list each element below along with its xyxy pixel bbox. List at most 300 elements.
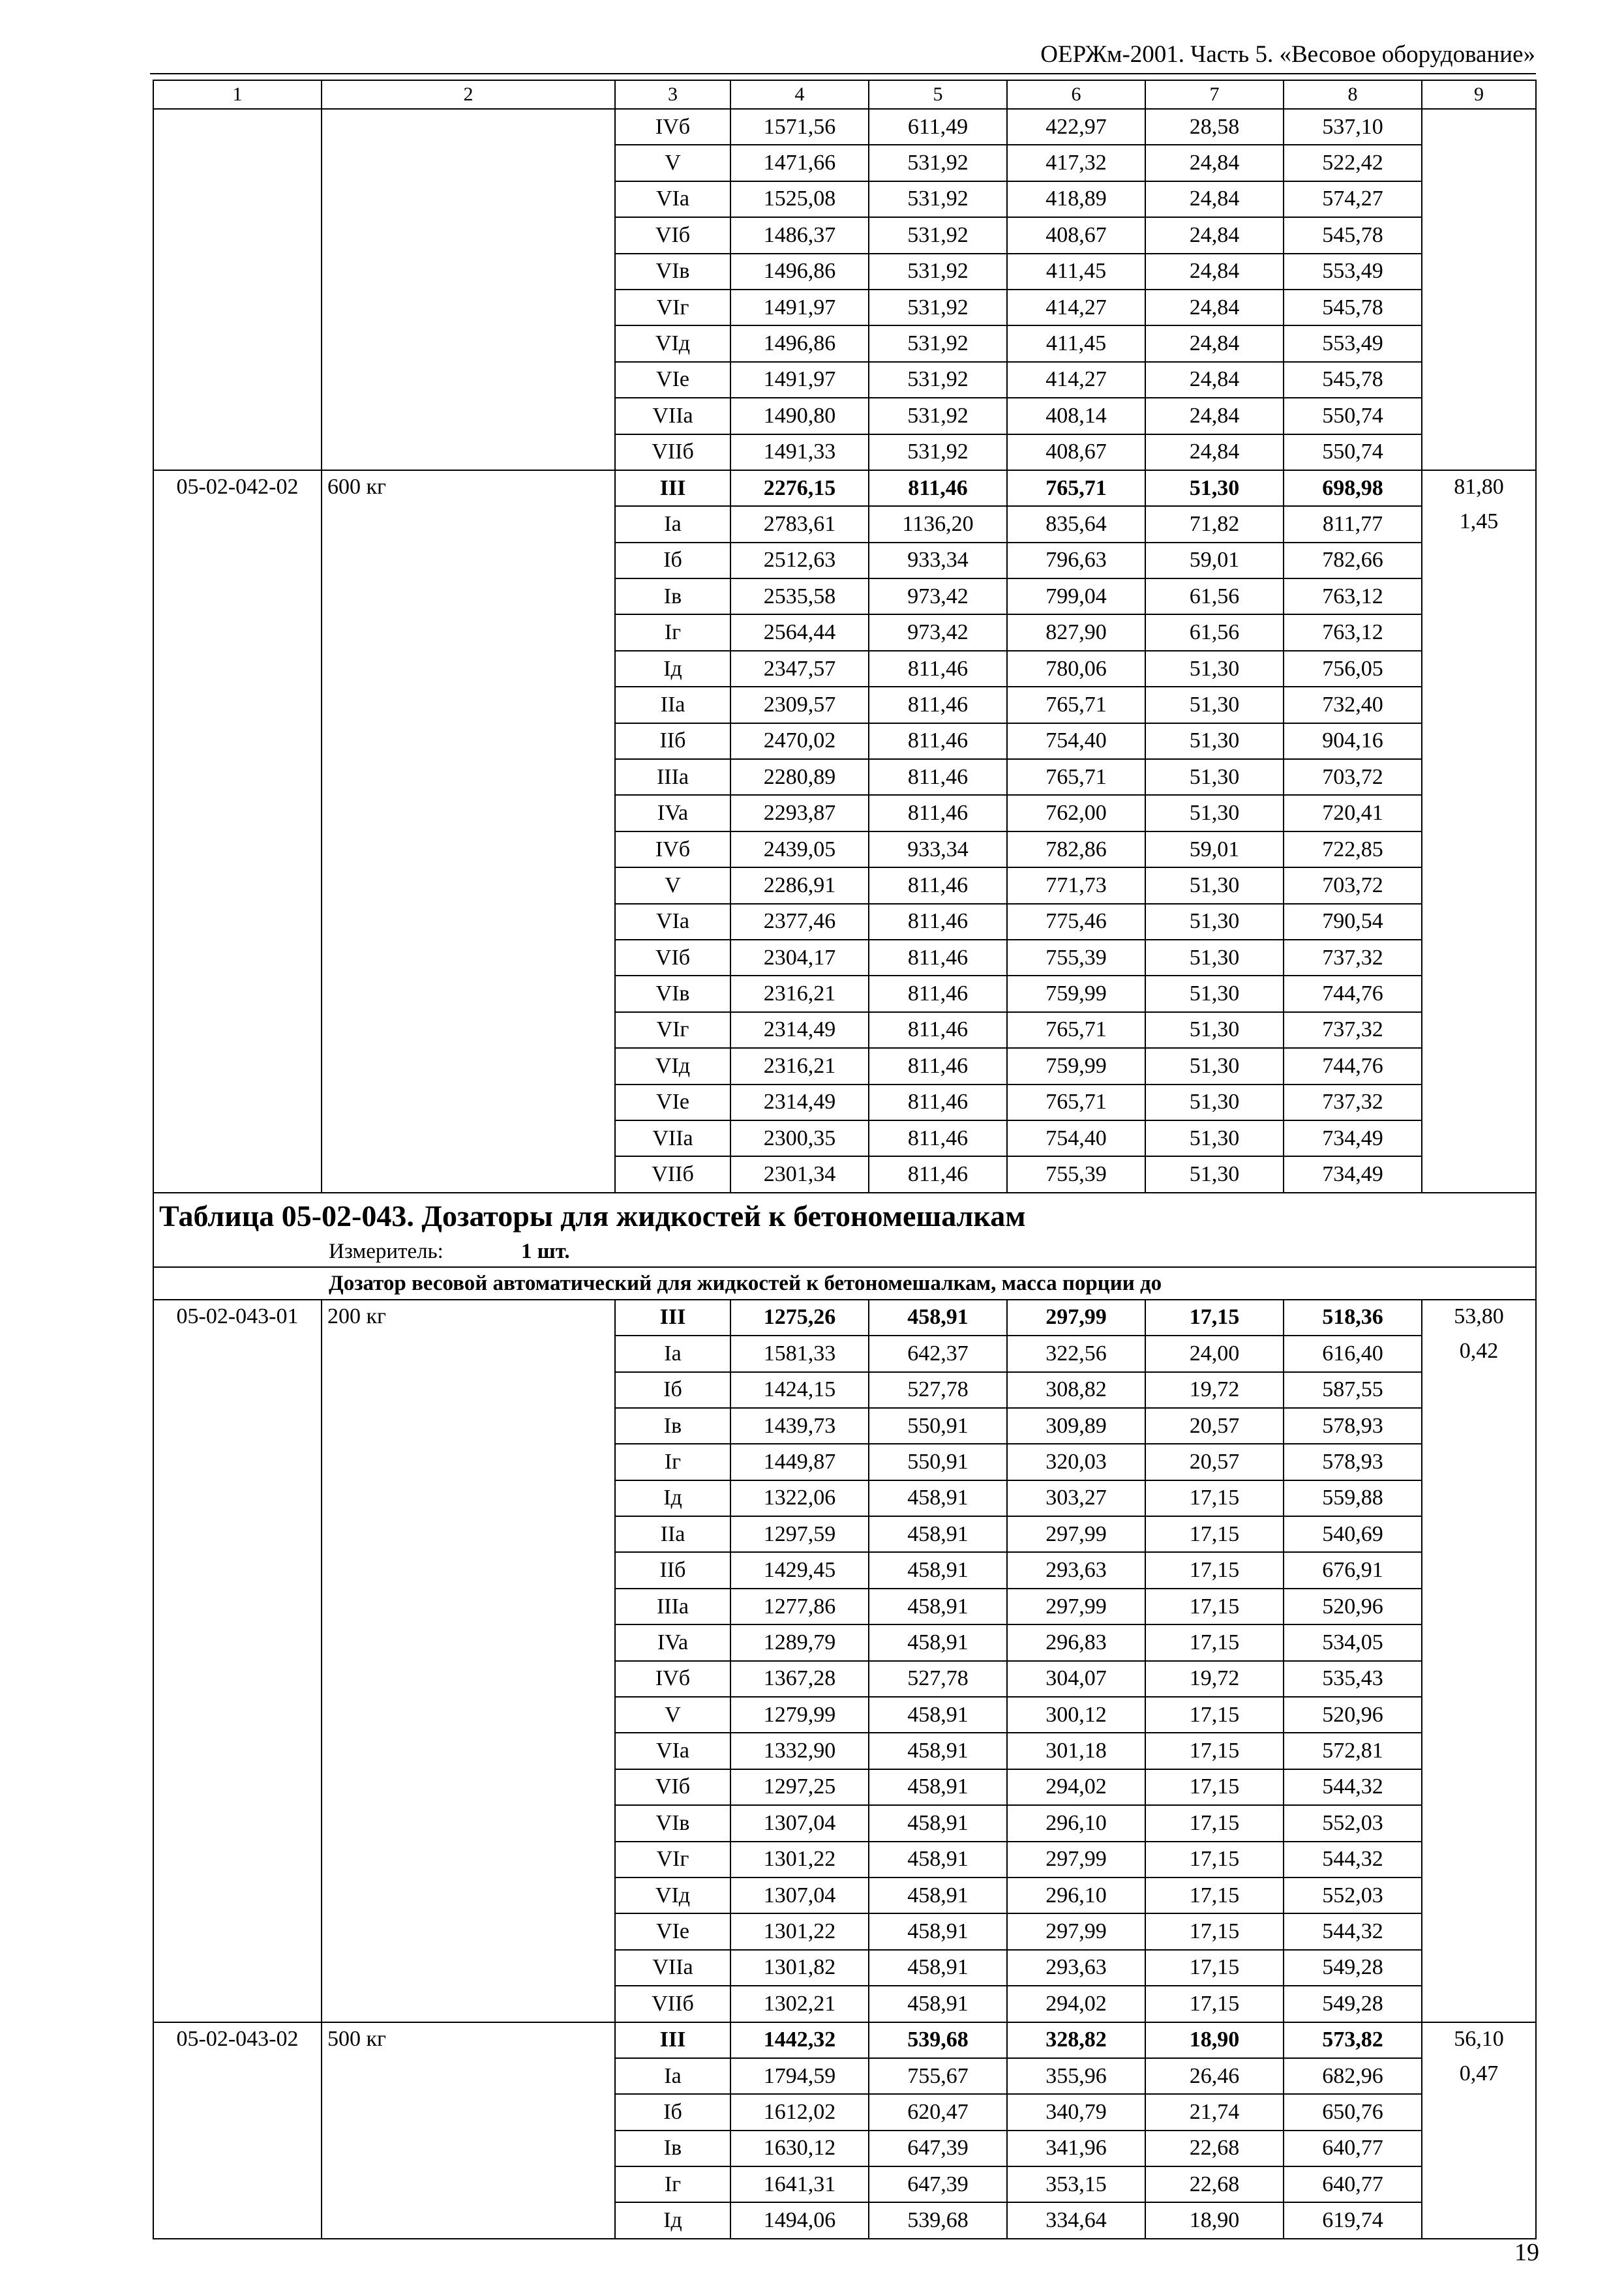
value-cell: 297,99 (1007, 1913, 1145, 1949)
zone-cell: VIб (615, 940, 730, 976)
zone-cell: VIIa (615, 1120, 730, 1156)
value-cell: 587,55 (1284, 1372, 1422, 1408)
price-table (153, 80, 1537, 2239)
value-cell: 545,78 (1284, 217, 1422, 253)
value-cell: 414,27 (1007, 290, 1145, 325)
value-cell: 297,99 (1007, 1842, 1145, 1878)
value-cell: 28,58 (1145, 109, 1284, 145)
value-cell: 2535,58 (730, 578, 869, 614)
zone-cell: VIд (615, 1878, 730, 1913)
value-cell: 734,49 (1284, 1156, 1422, 1192)
value-cell: 2304,17 (730, 940, 869, 976)
column-number: 2 (322, 80, 615, 109)
value-cell: 19,72 (1145, 1661, 1284, 1697)
value-cell: 1279,99 (730, 1697, 869, 1733)
table-row (153, 470, 1536, 506)
value-cell: 775,46 (1007, 904, 1145, 940)
zone-cell: IVa (615, 1624, 730, 1660)
table-row (153, 1300, 1536, 1336)
value-cell: 527,78 (869, 1661, 1007, 1697)
value-cell: 2286,91 (730, 867, 869, 903)
value-cell: 2280,89 (730, 759, 869, 795)
zone-cell: VIв (615, 254, 730, 290)
value-cell: 51,30 (1145, 940, 1284, 976)
value-cell: 763,12 (1284, 614, 1422, 650)
value-cell: 296,10 (1007, 1805, 1145, 1841)
zone-cell: VIг (615, 1842, 730, 1878)
value-cell: 1641,31 (730, 2166, 869, 2202)
value-cell: 458,91 (869, 1805, 1007, 1841)
column-number: 8 (1284, 80, 1422, 109)
zone-cell: VIв (615, 1805, 730, 1841)
value-cell: 2347,57 (730, 651, 869, 687)
zone-cell: VIIa (615, 1950, 730, 1986)
zone-cell: VIe (615, 1913, 730, 1949)
value-cell: 17,15 (1145, 1986, 1284, 2022)
value-cell: 411,45 (1007, 325, 1145, 361)
value-cell: 1525,08 (730, 181, 869, 217)
value-cell: 1630,12 (730, 2131, 869, 2166)
measure-line (159, 1238, 1535, 1265)
value-cell: 619,74 (1284, 2202, 1422, 2238)
resource-name: 600 кг (322, 470, 615, 1193)
zone-cell: IVa (615, 795, 730, 831)
value-cell: 1297,25 (730, 1769, 869, 1805)
value-cell: 531,92 (869, 145, 1007, 181)
column-number: 3 (615, 80, 730, 109)
value-cell: 811,46 (869, 904, 1007, 940)
zone-cell: Iв (615, 1408, 730, 1444)
value-cell: 703,72 (1284, 759, 1422, 795)
value-cell: 51,30 (1145, 1048, 1284, 1084)
value-cell: 522,42 (1284, 145, 1422, 181)
value-cell: 531,92 (869, 181, 1007, 217)
value-cell: 17,15 (1145, 1516, 1284, 1552)
value-cell: 334,64 (1007, 2202, 1145, 2238)
value-cell: 737,32 (1284, 1012, 1422, 1048)
value-cell: 19,72 (1145, 1372, 1284, 1408)
value-cell: 71,82 (1145, 506, 1284, 542)
header-rule (150, 73, 1536, 74)
value-cell: 549,28 (1284, 1950, 1422, 1986)
value-cell: 578,93 (1284, 1444, 1422, 1480)
value-cell: 24,84 (1145, 325, 1284, 361)
value-cell: 1297,59 (730, 1516, 869, 1552)
value-cell: 353,15 (1007, 2166, 1145, 2202)
zone-cell: Iб (615, 1372, 730, 1408)
value-cell: 811,77 (1284, 506, 1422, 542)
zone-cell: VIa (615, 1733, 730, 1769)
value-cell: 2314,49 (730, 1085, 869, 1120)
value-cell: 549,28 (1284, 1986, 1422, 2022)
zone-cell: IIIa (615, 759, 730, 795)
value-cell: 2377,46 (730, 904, 869, 940)
value-cell: 540,69 (1284, 1516, 1422, 1552)
value-cell: 17,15 (1145, 1950, 1284, 1986)
zone-cell: VIIб (615, 434, 730, 470)
value-cell: 1612,02 (730, 2094, 869, 2130)
value-cell: 458,91 (869, 1300, 1007, 1336)
value-cell: 293,63 (1007, 1950, 1145, 1986)
zone-cell: Ia (615, 2058, 730, 2094)
zone-cell: Iб (615, 2094, 730, 2130)
resource-name: 500 кг (322, 2022, 615, 2239)
zone-cell: Iг (615, 614, 730, 650)
value-cell: 620,47 (869, 2094, 1007, 2130)
value-cell: 61,56 (1145, 614, 1284, 650)
value-cell: 51,30 (1145, 904, 1284, 940)
measure-value: 1 шт. (521, 1239, 570, 1263)
value-cell: 294,02 (1007, 1986, 1145, 2022)
value-cell: 1494,06 (730, 2202, 869, 2238)
value-cell: 59,01 (1145, 543, 1284, 578)
value-cell: 308,82 (1007, 1372, 1145, 1408)
value-cell: 933,34 (869, 831, 1007, 867)
value-cell: 51,30 (1145, 795, 1284, 831)
value-cell: 297,99 (1007, 1300, 1145, 1336)
value-cell: 1571,56 (730, 109, 869, 145)
value-cell: 1491,97 (730, 362, 869, 398)
zone-cell: VIIa (615, 398, 730, 434)
zone-cell: VIг (615, 1012, 730, 1048)
zone-cell: Iг (615, 1444, 730, 1480)
value-cell: 754,40 (1007, 1120, 1145, 1156)
value-cell: 2783,61 (730, 506, 869, 542)
resource-code: 05-02-042-02 (153, 470, 322, 1193)
value-cell: 765,71 (1007, 1085, 1145, 1120)
column-number: 4 (730, 80, 869, 109)
value-cell: 650,76 (1284, 2094, 1422, 2130)
zone-cell: IVб (615, 1661, 730, 1697)
value-cell: 418,89 (1007, 181, 1145, 217)
value-cell: 1275,26 (730, 1300, 869, 1336)
value-cell: 2470,02 (730, 723, 869, 759)
value-cell: 2276,15 (730, 470, 869, 506)
zone-cell: III (615, 470, 730, 506)
value-cell: 754,40 (1007, 723, 1145, 759)
value-cell: 782,86 (1007, 831, 1145, 867)
zone-cell: VIIб (615, 1986, 730, 2022)
value-cell: 320,03 (1007, 1444, 1145, 1480)
zone-cell: Iб (615, 543, 730, 578)
value-cell: 17,15 (1145, 1697, 1284, 1733)
value-cell: 1301,22 (730, 1913, 869, 1949)
value-cell: 534,05 (1284, 1624, 1422, 1660)
value-cell: 1442,32 (730, 2022, 869, 2058)
value-cell: 732,40 (1284, 687, 1422, 723)
value-cell: 1322,06 (730, 1480, 869, 1516)
value-cell: 531,92 (869, 254, 1007, 290)
zone-cell: VIe (615, 362, 730, 398)
value-cell: 51,30 (1145, 651, 1284, 687)
value-cell: 647,39 (869, 2166, 1007, 2202)
value-cell: 811,46 (869, 795, 1007, 831)
value-cell: 811,46 (869, 1085, 1007, 1120)
value-cell: 640,77 (1284, 2166, 1422, 2202)
value-cell: 1449,87 (730, 1444, 869, 1480)
value-cell: 973,42 (869, 578, 1007, 614)
value-cell: 24,84 (1145, 398, 1284, 434)
value-cell: 458,91 (869, 1480, 1007, 1516)
value-cell: 458,91 (869, 1733, 1007, 1769)
value-cell: 21,74 (1145, 2094, 1284, 2130)
value-cell: 1486,37 (730, 217, 869, 253)
zone-cell: Ia (615, 506, 730, 542)
value-cell: 2564,44 (730, 614, 869, 650)
column-9-cell (1422, 470, 1536, 1193)
zone-cell: Iд (615, 1480, 730, 1516)
value-cell: 51,30 (1145, 687, 1284, 723)
table-title: Таблица 05-02-043. Дозаторы для жидкостей к бетономешалкам (159, 1199, 1026, 1233)
zone-cell: IVб (615, 109, 730, 145)
value-cell: 17,15 (1145, 1913, 1284, 1949)
value-cell: 1332,90 (730, 1733, 869, 1769)
zone-cell: IIб (615, 1552, 730, 1588)
value-cell: 24,84 (1145, 434, 1284, 470)
value-cell: 17,15 (1145, 1589, 1284, 1624)
value-cell: 811,46 (869, 687, 1007, 723)
value-cell: 24,84 (1145, 362, 1284, 398)
value-cell: 790,54 (1284, 904, 1422, 940)
value-cell: 647,39 (869, 2131, 1007, 2166)
value-cell: 973,42 (869, 614, 1007, 650)
value-cell: 1429,45 (730, 1552, 869, 1588)
value-cell: 1136,20 (869, 506, 1007, 542)
value-cell: 720,41 (1284, 795, 1422, 831)
value-cell: 531,92 (869, 325, 1007, 361)
value-cell: 1581,33 (730, 1336, 869, 1371)
value-cell: 573,82 (1284, 2022, 1422, 2058)
value-cell: 550,74 (1284, 434, 1422, 470)
value-cell: 414,27 (1007, 362, 1145, 398)
value-cell: 904,16 (1284, 723, 1422, 759)
value-cell: 1491,97 (730, 290, 869, 325)
value-cell: 301,18 (1007, 1733, 1145, 1769)
value-cell: 458,91 (869, 1697, 1007, 1733)
value-cell: 17,15 (1145, 1769, 1284, 1805)
value-cell: 2439,05 (730, 831, 869, 867)
value-cell: 17,15 (1145, 1624, 1284, 1660)
value-cell: 811,46 (869, 1156, 1007, 1192)
table-description-row (153, 1267, 1536, 1300)
value-cell: 539,68 (869, 2202, 1007, 2238)
value-cell: 458,91 (869, 1769, 1007, 1805)
value-cell: 20,57 (1145, 1408, 1284, 1444)
value-cell: 811,46 (869, 1048, 1007, 1084)
value-cell: 17,15 (1145, 1878, 1284, 1913)
value-cell: 328,82 (1007, 2022, 1145, 2058)
value-cell: 811,46 (869, 1120, 1007, 1156)
value-cell: 18,90 (1145, 2202, 1284, 2238)
zone-cell: Iв (615, 2131, 730, 2166)
value-cell: 1289,79 (730, 1624, 869, 1660)
zone-cell: VIa (615, 904, 730, 940)
value-cell: 293,63 (1007, 1552, 1145, 1588)
value-cell: 734,49 (1284, 1120, 1422, 1156)
value-cell: 1794,59 (730, 2058, 869, 2094)
column-9-value: 0,42 (1459, 1339, 1499, 1364)
value-cell: 24,84 (1145, 217, 1284, 253)
value-cell: 759,99 (1007, 1048, 1145, 1084)
zone-cell: VIa (615, 181, 730, 217)
value-cell: 827,90 (1007, 614, 1145, 650)
column-9-value: 53,80 (1454, 1304, 1504, 1328)
value-cell: 2301,34 (730, 1156, 869, 1192)
column-9-cell (1422, 2022, 1536, 2239)
value-cell: 520,96 (1284, 1589, 1422, 1624)
value-cell: 303,27 (1007, 1480, 1145, 1516)
value-cell: 550,91 (869, 1444, 1007, 1480)
running-header: ОЕРЖм-2001. Часть 5. «Весовое оборудование» (1040, 41, 1535, 68)
value-cell: 811,46 (869, 940, 1007, 976)
value-cell: 763,12 (1284, 578, 1422, 614)
value-cell: 799,04 (1007, 578, 1145, 614)
zone-cell: Ia (615, 1336, 730, 1371)
value-cell: 458,91 (869, 1589, 1007, 1624)
value-cell: 51,30 (1145, 759, 1284, 795)
column-number: 9 (1422, 80, 1536, 109)
value-cell: 756,05 (1284, 651, 1422, 687)
value-cell: 550,74 (1284, 398, 1422, 434)
value-cell: 408,67 (1007, 434, 1145, 470)
zone-cell: VIe (615, 1085, 730, 1120)
column-9-value: 81,80 (1454, 474, 1504, 499)
value-cell: 408,67 (1007, 217, 1145, 253)
value-cell: 1496,86 (730, 325, 869, 361)
value-cell: 17,15 (1145, 1552, 1284, 1588)
value-cell: 544,32 (1284, 1769, 1422, 1805)
value-cell: 2316,21 (730, 1048, 869, 1084)
column-number: 5 (869, 80, 1007, 109)
value-cell: 51,30 (1145, 1085, 1284, 1120)
value-cell: 24,84 (1145, 181, 1284, 217)
value-cell: 458,91 (869, 1624, 1007, 1660)
value-cell: 1367,28 (730, 1661, 869, 1697)
value-cell: 51,30 (1145, 723, 1284, 759)
value-cell: 1307,04 (730, 1878, 869, 1913)
value-cell: 1301,22 (730, 1842, 869, 1878)
value-cell: 811,46 (869, 723, 1007, 759)
zone-cell: V (615, 145, 730, 181)
value-cell: 458,91 (869, 1552, 1007, 1588)
zone-cell: IIa (615, 1516, 730, 1552)
value-cell: 611,49 (869, 109, 1007, 145)
value-cell: 22,68 (1145, 2131, 1284, 2166)
value-cell: 531,92 (869, 398, 1007, 434)
value-cell: 51,30 (1145, 976, 1284, 1011)
value-cell: 518,36 (1284, 1300, 1422, 1336)
value-cell: 531,92 (869, 217, 1007, 253)
value-cell: 422,97 (1007, 109, 1145, 145)
value-cell: 51,30 (1145, 1012, 1284, 1048)
value-cell: 811,46 (869, 1012, 1007, 1048)
value-cell: 537,10 (1284, 109, 1422, 145)
value-cell: 535,43 (1284, 1661, 1422, 1697)
value-cell: 59,01 (1145, 831, 1284, 867)
value-cell: 765,71 (1007, 687, 1145, 723)
value-cell: 1491,33 (730, 434, 869, 470)
measure-label: Измеритель: (329, 1239, 444, 1263)
value-cell: 355,96 (1007, 2058, 1145, 2094)
value-cell: 811,46 (869, 759, 1007, 795)
value-cell: 544,32 (1284, 1913, 1422, 1949)
value-cell: 1302,21 (730, 1986, 869, 2022)
value-cell: 811,46 (869, 867, 1007, 903)
value-cell: 539,68 (869, 2022, 1007, 2058)
value-cell: 744,76 (1284, 1048, 1422, 1084)
value-cell: 642,37 (869, 1336, 1007, 1371)
value-cell: 458,91 (869, 1913, 1007, 1949)
value-cell: 759,99 (1007, 976, 1145, 1011)
value-cell: 771,73 (1007, 867, 1145, 903)
value-cell: 408,14 (1007, 398, 1145, 434)
value-cell: 24,00 (1145, 1336, 1284, 1371)
value-cell: 2300,35 (730, 1120, 869, 1156)
value-cell: 835,64 (1007, 506, 1145, 542)
value-cell: 755,67 (869, 2058, 1007, 2094)
value-cell: 765,71 (1007, 759, 1145, 795)
value-cell: 933,34 (869, 543, 1007, 578)
value-cell: 294,02 (1007, 1769, 1145, 1805)
zone-cell: Iд (615, 651, 730, 687)
zone-cell: Iг (615, 2166, 730, 2202)
table-description: Дозатор весовой автоматический для жидкостей к бетономешалкам, масса порции до (329, 1271, 1162, 1295)
value-cell: 51,30 (1145, 1156, 1284, 1192)
value-cell: 24,84 (1145, 145, 1284, 181)
value-cell: 304,07 (1007, 1661, 1145, 1697)
value-cell: 458,91 (869, 1842, 1007, 1878)
value-cell: 2293,87 (730, 795, 869, 831)
value-cell: 2314,49 (730, 1012, 869, 1048)
value-cell: 24,84 (1145, 290, 1284, 325)
value-cell: 762,00 (1007, 795, 1145, 831)
value-cell: 544,32 (1284, 1842, 1422, 1878)
value-cell: 1301,82 (730, 1950, 869, 1986)
value-cell: 755,39 (1007, 940, 1145, 976)
zone-cell: VIг (615, 290, 730, 325)
zone-cell: IIб (615, 723, 730, 759)
zone-cell: VIб (615, 1769, 730, 1805)
zone-cell: Iд (615, 2202, 730, 2238)
value-cell: 811,46 (869, 976, 1007, 1011)
value-cell: 18,90 (1145, 2022, 1284, 2058)
value-cell: 1496,86 (730, 254, 869, 290)
value-cell: 520,96 (1284, 1697, 1422, 1733)
value-cell: 458,91 (869, 1986, 1007, 2022)
zone-cell: Iв (615, 578, 730, 614)
page-number: 19 (1514, 2239, 1539, 2266)
value-cell: 811,46 (869, 651, 1007, 687)
zone-cell: VIд (615, 325, 730, 361)
value-cell: 17,15 (1145, 1480, 1284, 1516)
value-cell: 545,78 (1284, 362, 1422, 398)
zone-cell: IIa (615, 687, 730, 723)
zone-cell: V (615, 867, 730, 903)
value-cell: 698,98 (1284, 470, 1422, 506)
value-cell: 51,30 (1145, 867, 1284, 903)
zone-cell: VIв (615, 976, 730, 1011)
table-title-row (153, 1193, 1536, 1267)
value-cell: 300,12 (1007, 1697, 1145, 1733)
resource-code: 05-02-043-02 (153, 2022, 322, 2239)
value-cell: 545,78 (1284, 290, 1422, 325)
value-cell: 553,49 (1284, 254, 1422, 290)
value-cell: 1424,15 (730, 1372, 869, 1408)
value-cell: 411,45 (1007, 254, 1145, 290)
value-cell: 744,76 (1284, 976, 1422, 1011)
value-cell: 2512,63 (730, 543, 869, 578)
value-cell: 297,99 (1007, 1516, 1145, 1552)
